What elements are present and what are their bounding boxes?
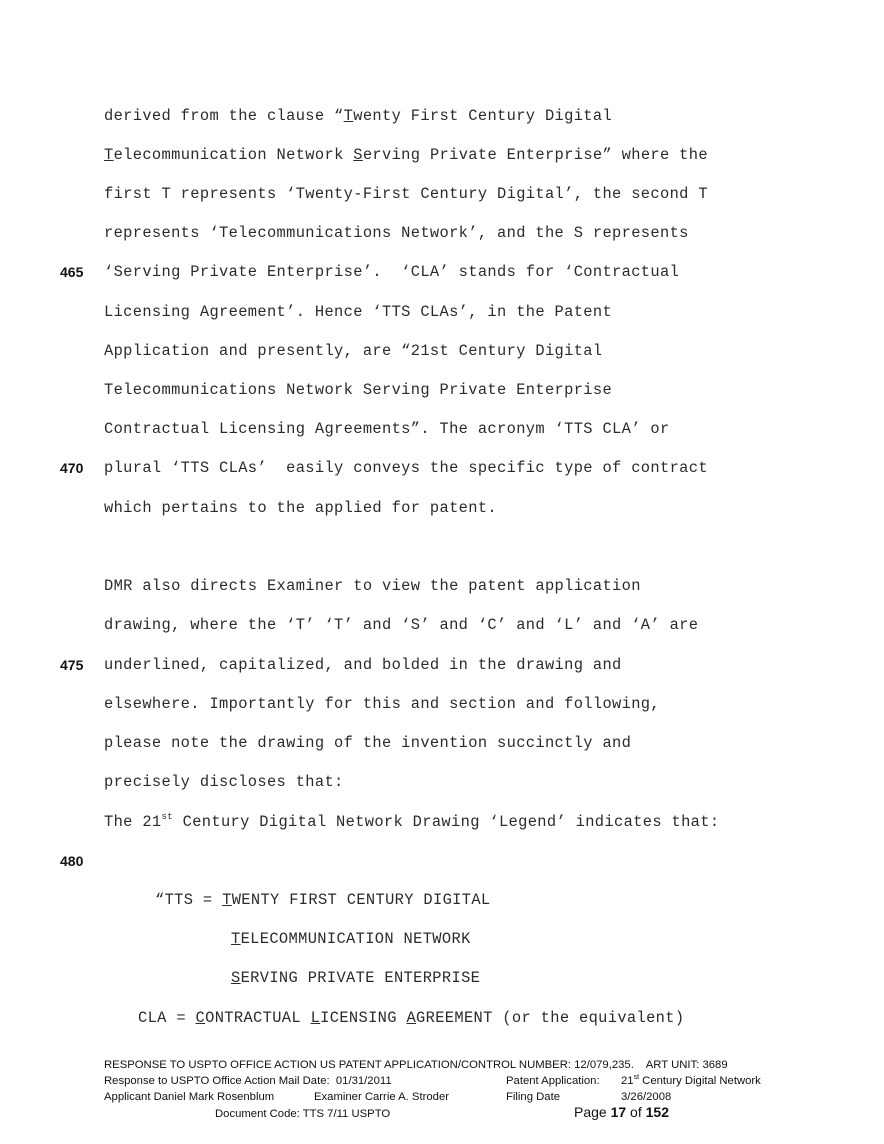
footer-line-1: RESPONSE TO USPTO OFFICE ACTION US PATENT APPLICATION/CONTROL NUMBER: 12/079,235. ART UNIT: 3689 — [104, 1059, 728, 1071]
body-line-1: derived from the clause “Twenty First Century Digital — [104, 107, 613, 125]
footer-patent-application-label: Patent Application: — [506, 1075, 600, 1087]
footer-examiner: Examiner Carrie A. Stroder — [314, 1091, 449, 1103]
body-line-7: Application and presently, are “21st Century Digital — [104, 342, 603, 360]
footer-document-code: Document Code: TTS 7/11 USPTO — [215, 1108, 391, 1120]
definition-tts-line-2: TELECOMMUNICATION NETWORK — [231, 930, 471, 948]
body-line-4: represents ‘Telecommunications Network’, and the S represents — [104, 224, 689, 242]
body-line-11: which pertains to the applied for patent. — [104, 499, 498, 517]
line-number-480: 480 — [60, 853, 84, 869]
definition-tts-line-3: SERVING PRIVATE ENTERPRISE — [231, 969, 481, 987]
line-number-465: 465 — [60, 264, 84, 280]
definition-tts-line-1: “TTS = TWENTY FIRST CENTURY DIGITAL — [155, 891, 491, 909]
footer-patent-application-title: 21st Century Digital Network — [621, 1074, 761, 1087]
legend-line: The 21st Century Digital Network Drawing ‘Legend’ indicates that: — [104, 812, 720, 831]
definition-cla: CLA = CONTRACTUAL LICENSING AGREEMENT (or the equivalent) — [138, 1009, 685, 1027]
body-line-8: Telecommunications Network Serving Private Enterprise — [104, 381, 613, 399]
body-line-6: Licensing Agreement’. Hence ‘TTS CLAs’, in the Patent — [104, 303, 613, 321]
body-line-5: ‘Serving Private Enterprise’. ‘CLA’ stands for ‘Contractual — [104, 263, 680, 281]
footer-page-counter: Page 17 of 152 — [574, 1104, 669, 1120]
body-line-2: Telecommunication Network Serving Private Enterprise” where the — [104, 146, 708, 164]
line-number-475: 475 — [60, 657, 84, 673]
body-line-10: plural ‘TTS CLAs’ easily conveys the specific type of contract — [104, 459, 708, 477]
body-line-14: underlined, capitalized, and bolded in the drawing and — [104, 656, 622, 674]
footer-filing-date: 3/26/2008 — [621, 1091, 672, 1103]
body-line-16: please note the drawing of the invention succinctly and — [104, 734, 632, 752]
footer-applicant: Applicant Daniel Mark Rosenblum — [104, 1091, 275, 1103]
body-line-9: Contractual Licensing Agreements”. The acronym ‘TTS CLA’ or — [104, 420, 670, 438]
body-line-17: precisely discloses that: — [104, 773, 344, 791]
footer-mail-date: Response to USPTO Office Action Mail Date: 01/31/2011 — [104, 1075, 392, 1087]
body-line-3: first T represents ‘Twenty-First Century Digital’, the second T — [104, 185, 708, 203]
footer-filing-date-label: Filing Date — [506, 1091, 560, 1103]
line-number-470: 470 — [60, 460, 84, 476]
body-line-13: drawing, where the ‘T’ ‘T’ and ‘S’ and ‘C’ and ‘L’ and ‘A’ are — [104, 616, 699, 634]
body-line-12: DMR also directs Examiner to view the patent application — [104, 577, 641, 595]
body-line-15: elsewhere. Importantly for this and section and following, — [104, 695, 660, 713]
